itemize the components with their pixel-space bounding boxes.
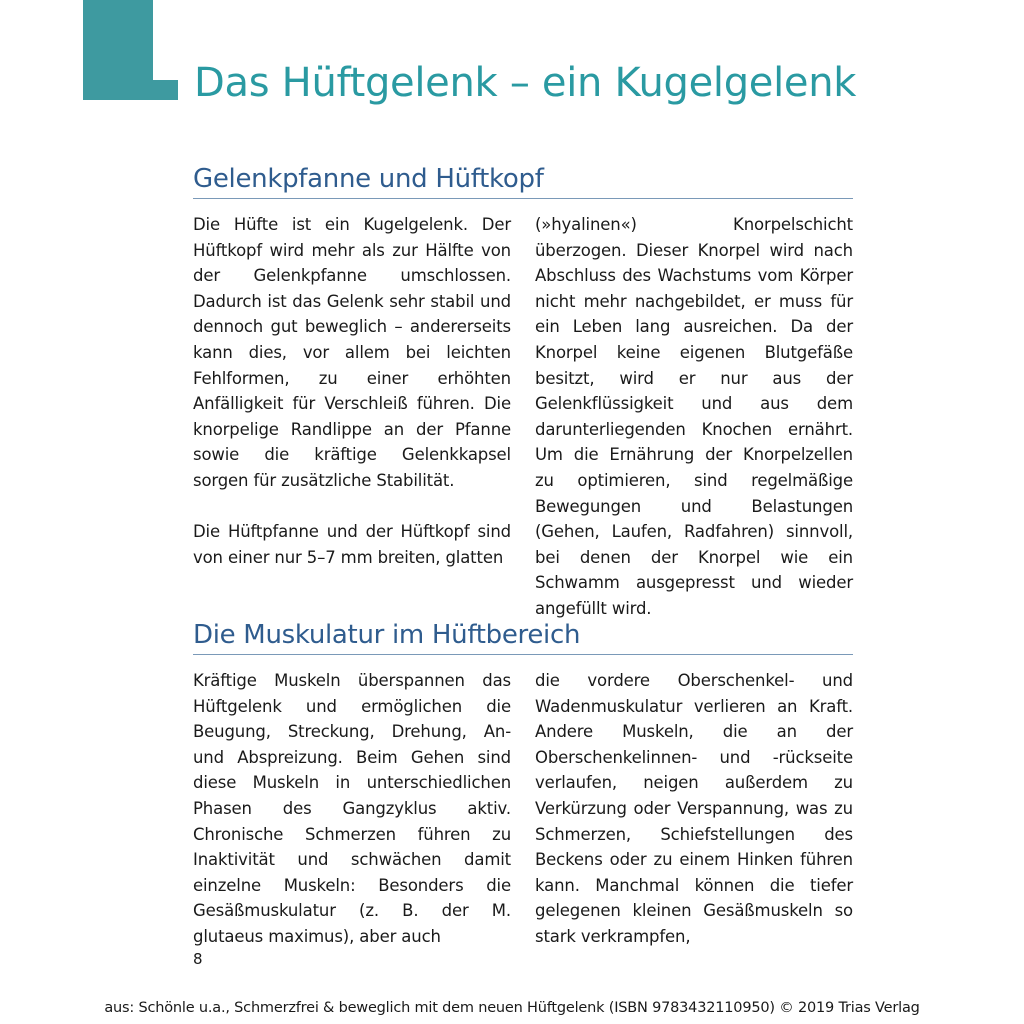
section-heading: Gelenkpfanne und Hüftkopf [193,164,544,194]
paragraph: Kräftige Muskeln überspannen das Hüftgelenk und ermöglichen die Beugung, Streckung, Drehung, An- und Abspreizung. Beim Gehen sind diese Muskeln in unterschiedlichen Phasen des Gangzyklus aktiv. Chronische Schmerzen führen zu Inaktivität und schwächen damit einzelne Muskeln: Besonders die Gesäßmuskulatur (z. B. der M. glutaeus maximus), aber auch [193,671,511,946]
paragraph: Die Hüftpfanne und der Hüftkopf sind von einer nur 5–7 mm breiten, glatten [193,522,511,567]
text-column-right [535,212,853,647]
section-gelenkpfanne [193,162,853,618]
chapter-marker-foot [83,80,178,100]
text-column-right [535,668,853,975]
section-rule [193,654,853,655]
text-column-left [193,212,511,596]
section-heading: Die Muskulatur im Hüftbereich [193,620,581,650]
section-rule [193,198,853,199]
paragraph: die vordere Oberschenkel- und Wadenmuskulatur verlieren an Kraft. Andere Muskeln, die an der Oberschenkelinnen- und -rückseite verlaufen, neigen außerdem zu Verkürzung oder Verspannung, was zu Schmerzen, Schiefstellungen des Beckens oder zu einem Hinken führen kann. Manchmal können die tiefer gelegenen kleinen Gesäßmuskeln so stark verkrampfen, [535,671,853,946]
text-column-left [193,668,511,975]
page-number: 8 [193,950,203,968]
source-footer: aus: Schönle u.a., Schmerzfrei & beweglich mit dem neuen Hüftgelenk (ISBN 9783432110950) © 2019 Trias Verlag [104,1000,920,1016]
paragraph: Die Hüfte ist ein Kugelgelenk. Der Hüftkopf wird mehr als zur Hälfte von der Gelenkpfanne umschlossen. Dadurch ist das Gelenk sehr stabil und dennoch gut beweglich – andererseits kann dies, vor allem bei leichten Fehlformen, zu einer erhöhten Anfälligkeit für Verschleiß führen. Die knorpelige Randlippe an der Pfanne sowie die kräftige Gelenkkapsel sorgen für zusätzliche Stabilität. [193,215,511,490]
paragraph: (»hyalinen«) Knorpelschicht überzogen. Dieser Knorpel wird nach Abschluss des Wachstums vom Körper nicht mehr nachgebildet, er muss für ein Leben lang ausreichen. Da der Knorpel keine eigenen Blutgefäße besitzt, wird er nur aus der Gelenkflüssigkeit und aus dem darunterliegenden Knochen ernährt. Um die Ernährung der Knorpelzellen zu optimieren, sind regelmäßige Bewegungen und Belastungen (Gehen, Laufen, Radfahren) sinnvoll, bei denen der Knorpel wie ein Schwamm ausgepresst und wieder angefüllt wird. [535,215,853,618]
chapter-title: Das Hüftgelenk – ein Kugelgelenk [194,60,857,106]
section-muskulatur [193,618,853,946]
